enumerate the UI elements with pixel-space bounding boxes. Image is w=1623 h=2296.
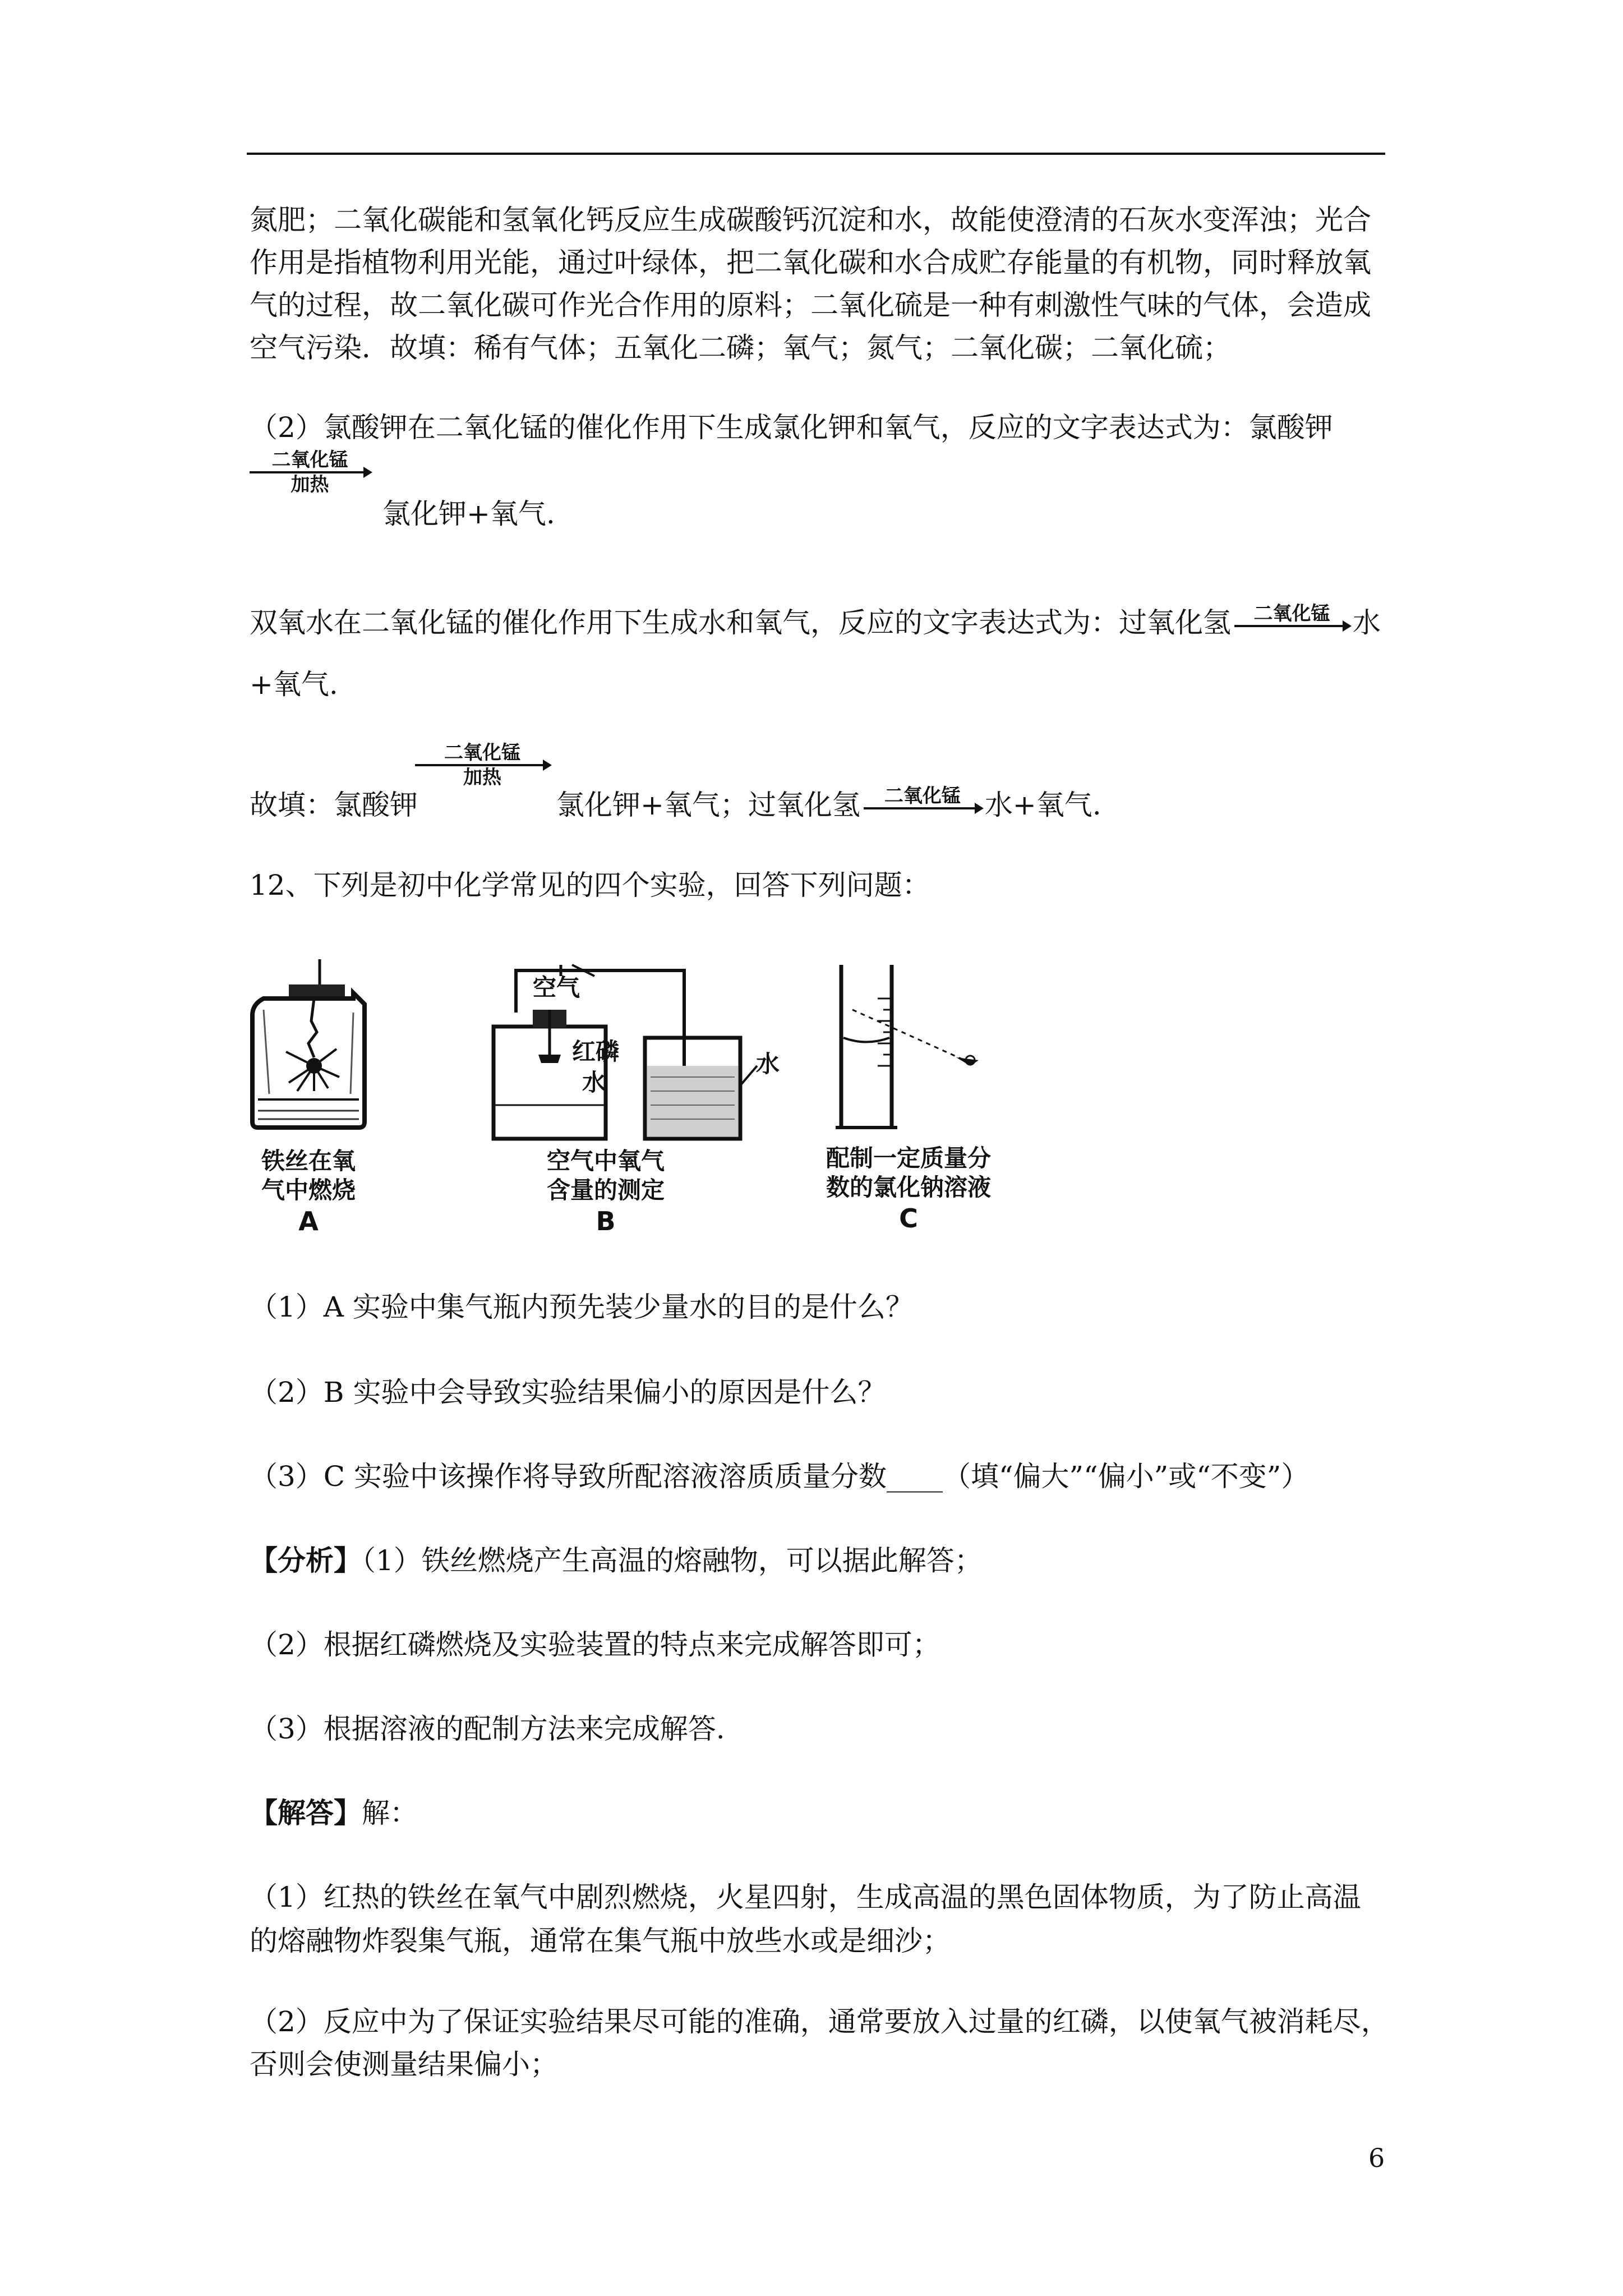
- para3-line1: [250, 602, 1381, 639]
- arrow-shaft: [1234, 625, 1349, 627]
- answer-line0: [250, 1796, 418, 1830]
- figure-c-caption-1: 配制一定质量分: [826, 1144, 991, 1172]
- label-water-inner: 水: [582, 1069, 606, 1096]
- figure-c: [830, 965, 987, 1133]
- para3-line2: +氧气.: [250, 668, 338, 701]
- figure-c-caption-2: 数的氯化钠溶液: [826, 1174, 991, 1201]
- header-rule: [247, 153, 1385, 155]
- figure-a-caption-1: 铁丝在氧: [261, 1147, 356, 1175]
- answer-s1-line1: （1）红热的铁丝在氧气中剧烈燃烧，火星四射，生成高温的黑色固体物质，为了防止高温: [250, 1881, 1361, 1913]
- para4-text-a: 故填：氯酸钾: [250, 789, 418, 821]
- answer-s2-line1: （2）反应中为了保证实验结果尽可能的准确，通常要放入过量的红磷，以使氧气被消耗尽，: [250, 2005, 1389, 2038]
- para3-text-a: 双氧水在二氧化锰的催化作用下生成水和氧气，反应的文字表达式为：过氧化氢: [250, 606, 1231, 639]
- reaction-arrow: [415, 742, 550, 789]
- arrow-condition-top: 二氧化锰: [271, 449, 348, 471]
- label-air: 空气: [533, 974, 580, 1001]
- figure-a-letter: A: [298, 1206, 319, 1236]
- para1-line3: 气的过程，故二氧化碳可作光合作用的原料；二氧化硫是一种有刺激性气味的气体，会造成: [250, 289, 1371, 321]
- reaction-arrow: [250, 449, 370, 496]
- para3-text-b: 水: [1353, 606, 1381, 639]
- air-oxygen-measurement-diagram: [482, 954, 785, 1144]
- para4-text-b: 氯化钾+氧气；过氧化氢: [556, 789, 860, 821]
- para4-text-c: 水+氧气.: [984, 789, 1101, 821]
- figure-b-letter: B: [596, 1206, 616, 1236]
- figure-b: [482, 954, 785, 1144]
- arrow-condition-bottom: 加热: [463, 766, 501, 789]
- question-1: （1）A 实验中集气瓶内预先装少量水的目的是什么？: [250, 1291, 914, 1323]
- page-number: 6: [1368, 2143, 1385, 2173]
- para2-equation: [250, 449, 370, 496]
- question-3: （3）C 实验中该操作将导致所配溶液溶质质量分数____（填“偏大”“偏小”或“不变”）: [250, 1460, 1310, 1493]
- para2-line1: （2）氯酸钾在二氧化锰的催化作用下生成氯化钾和氧气，反应的文字表达式为：氯酸钾: [250, 411, 1333, 444]
- analysis-line3: （3）根据溶液的配制方法来完成解答.: [250, 1713, 725, 1745]
- analysis-line2: （2）根据红磷燃烧及实验装置的特点来完成解答即可；: [250, 1628, 940, 1661]
- para1-line4: 空气污染．故填：稀有气体；五氧化二磷；氧气；氮气；二氧化碳；二氧化硫；: [250, 332, 1231, 364]
- reaction-arrow: [864, 785, 981, 809]
- arrow-shaft: [250, 471, 370, 473]
- arrow-condition-top: 二氧化锰: [444, 742, 520, 764]
- answer-s2-line2: 否则会使测量结果偏小；: [250, 2048, 558, 2081]
- figure-b-caption-2: 含量的测定: [546, 1176, 665, 1204]
- question-2: （2）B 实验中会导致实验结果偏小的原因是什么？: [250, 1376, 886, 1409]
- arrow-condition-top: 二氧化锰: [884, 785, 961, 807]
- arrow-condition-top: 二氧化锰: [1253, 602, 1330, 625]
- answer-label: 【解答】: [250, 1796, 362, 1829]
- cylinder-reading-diagram: [830, 965, 987, 1133]
- arrow-condition-bottom: 加热: [291, 473, 329, 496]
- question-12: 12、下列是初中化学常见的四个实验，回答下列问题：: [250, 869, 930, 901]
- answer-prefix: 解：: [362, 1797, 418, 1829]
- figure-c-letter: C: [899, 1203, 918, 1234]
- answer-s1-line2: 的熔融物炸裂集气瓶，通常在集气瓶中放些水或是细沙；: [250, 1925, 951, 1957]
- label-red-phosphorus: 红磷: [572, 1038, 620, 1065]
- para4-arrow1: [415, 742, 550, 789]
- figure-a-caption-2: 气中燃烧: [261, 1176, 356, 1204]
- arrow-shaft: [415, 764, 550, 766]
- reaction-arrow: [1234, 602, 1349, 627]
- analysis-label: 【分析】: [250, 1544, 362, 1577]
- figure-b-caption-1: 空气中氧气: [546, 1147, 665, 1175]
- para2-product: 氯化钾+氧气.: [382, 498, 555, 530]
- para1-line1: 氮肥；二氧化碳能和氢氧化钙反应生成碳酸钙沉淀和水，故能使澄清的石灰水变浑浊；光合: [250, 204, 1371, 236]
- para1-line2: 作用是指植物利用光能，通过叶绿体，把二氧化碳和水合成贮存能量的有机物，同时释放氧: [250, 246, 1371, 279]
- figure-a: [247, 959, 370, 1139]
- arrow-shaft: [864, 807, 981, 809]
- analysis-line1: [250, 1544, 983, 1577]
- analysis-text-1: （1）铁丝燃烧产生高温的熔融物，可以据此解答；: [362, 1544, 983, 1577]
- label-water-outer: 水: [756, 1050, 780, 1078]
- iron-wire-burning-diagram: [247, 959, 370, 1139]
- para4-line: [556, 785, 1101, 822]
